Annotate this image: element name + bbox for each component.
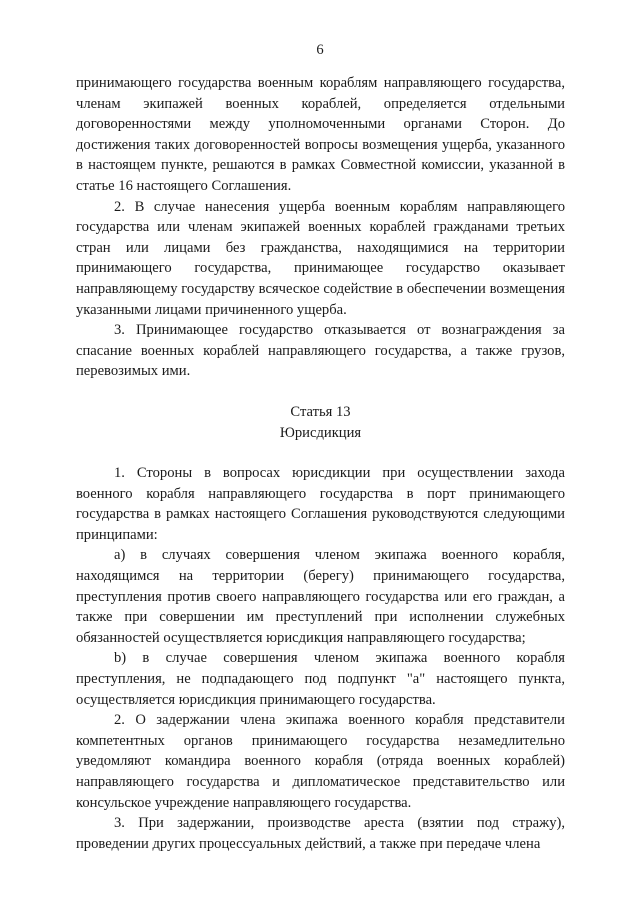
document-body	[76, 73, 565, 854]
spacer	[76, 443, 565, 463]
paragraph-jurisdiction-point-2: 2. О задержании члена экипажа военного корабля представители компетентных органов принимающего государства незамедлительно уведомляют командира военного корабля (отряда военных кораблей) направляющего государства и дипломатическое представительство или консульское учреждение направляющего государства.	[76, 712, 565, 811]
subparagraph-b: b) в случае совершения членом экипажа военного корабля преступления, не подпадающего под подпункт "а" настоящего пункта, осуществляется юрисдикция принимающего государства.	[76, 650, 565, 708]
article-title: Юрисдикция	[279, 424, 362, 441]
paragraph-jurisdiction-point-3: 3. При задержании, производстве ареста (взятии под стражу), проведении других процессуальных действий, а также при передаче члена	[76, 815, 565, 852]
article-number: Статья 13	[290, 403, 351, 420]
subparagraph-a: а) в случаях совершения членом экипажа военного корабля, находящимся на территории (берегу) принимающего государства, преступления против своего направляющего государства или его граждан, а также при совершении им преступлений при исполнении служебных обязанностей осуществляется юрисдикция направляющего государства;	[76, 547, 565, 646]
paragraph-jurisdiction-point-1: 1. Стороны в вопросах юрисдикции при осуществлении захода военного корабля направляющего государства в порт принимающего государства в рамках настоящего Соглашения руководствуются следующими принципами:	[76, 465, 565, 543]
paragraph-damage-point-2: 2. В случае нанесения ущерба военным кораблям направляющего государства или членам экипажей военных кораблей гражданами третьих стран или лицами без гражданства, находящимися на территории принимающего государства, принимающее государство оказывает направляющему государству всяческое содействие в обеспечении возмещения указанными лицами причиненного ущерба.	[76, 198, 565, 318]
spacer	[76, 382, 565, 402]
paragraph-damage-point-3: 3. Принимающее государство отказывается от вознаграждения за спасание военных кораблей направляющего государства, а также грузов, перевозимых ими.	[76, 322, 565, 380]
page-number: 6	[316, 42, 324, 58]
paragraph-damage-continuation: принимающего государства военным кораблям направляющего государства, членам экипажей военных кораблей, определяется отдельными договоренностями между уполномоченными органами Сторон. До достижения таких договоренностей вопросы возмещения ущерба, указанного в настоящем пункте, решаются в рамках Совместной комиссии, указанной в статье 16 настоящего Соглашения.	[76, 75, 565, 194]
